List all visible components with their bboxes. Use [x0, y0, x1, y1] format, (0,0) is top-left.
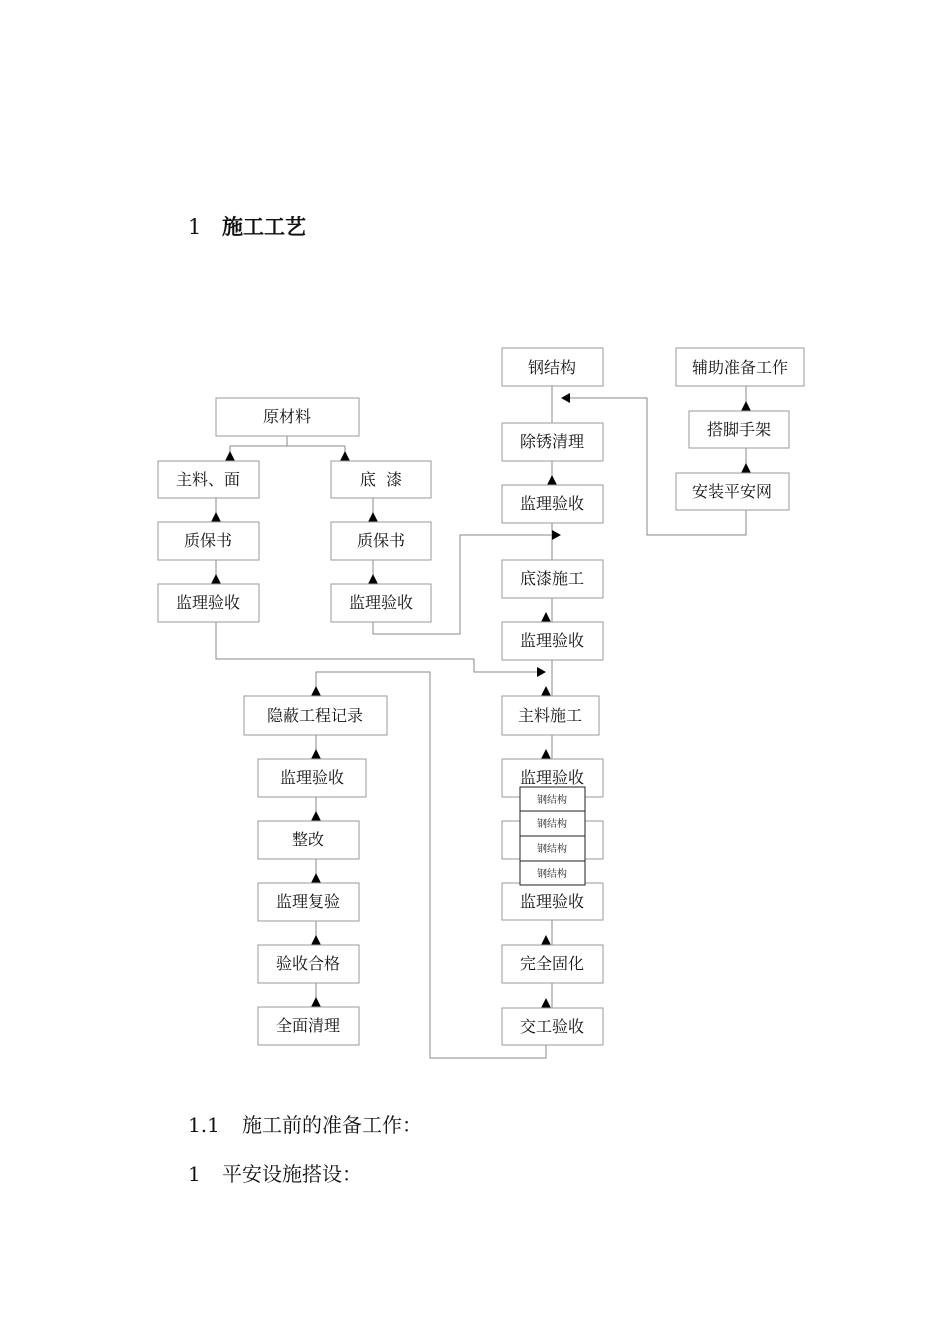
node-label: 质保书: [183, 531, 233, 550]
node-label: 监理验收: [519, 494, 585, 513]
node-rectify: [258, 821, 359, 859]
heading-number: 1: [188, 215, 202, 239]
item-title: 平安设施搭设：: [222, 1162, 362, 1186]
node-label: 监理复验: [275, 892, 341, 911]
node-label: 搭脚手架: [706, 420, 772, 439]
node-main-work: [502, 696, 599, 735]
subsection-number: 1.1: [188, 1113, 220, 1137]
node-cure: [502, 945, 603, 983]
node-primer-work: [502, 560, 603, 598]
overlay-label: 钢结构: [537, 795, 567, 806]
node-label: 交工验收: [519, 1017, 585, 1036]
node-label: 完全固化: [519, 954, 585, 973]
node-label: 底漆施工: [519, 569, 585, 588]
heading-title: 施工工艺: [222, 214, 306, 239]
item-heading: [188, 1158, 362, 1187]
node-inspect-main: [158, 584, 259, 622]
node-handover: [502, 1008, 603, 1045]
subsection-heading: [188, 1109, 422, 1138]
node-recheck: [258, 883, 359, 921]
node-label: 监理验收: [348, 593, 414, 612]
node-label: 主料、面: [175, 470, 241, 489]
node-inspect-primer-work: [502, 622, 603, 660]
node-primer: [331, 461, 431, 498]
node-label: 监理验收: [175, 593, 241, 612]
overlay-label: 钢结构: [537, 844, 567, 855]
node-label: 监理验收: [519, 631, 585, 650]
node-inspect-hidden: [258, 759, 366, 797]
node-rust-removal: [502, 423, 603, 461]
node-label: 钢结构: [527, 358, 577, 377]
node-raw-material: [216, 398, 359, 436]
node-label: 底 漆: [359, 470, 403, 489]
node-label: 质保书: [356, 531, 406, 550]
subsection-title: 施工前的准备工作：: [242, 1113, 422, 1137]
node-install-net: [676, 473, 789, 510]
node-qa-cert-2: [331, 522, 431, 560]
overlay-label: 钢结构: [537, 819, 567, 830]
node-hidden-record: [244, 696, 387, 735]
node-cleanup: [258, 1007, 359, 1045]
node-qa-cert-1: [158, 522, 259, 560]
overlay-label: 钢结构: [537, 869, 567, 880]
node-inspect-primer: [331, 584, 431, 622]
node-pass: [258, 945, 359, 983]
node-label: 监理验收: [519, 892, 585, 911]
node-label: 除锈清理: [519, 432, 585, 451]
item-number: 1: [188, 1162, 201, 1186]
node-label: 辅助准备工作: [691, 358, 789, 377]
node-scaffold: [689, 411, 789, 448]
node-label: 整改: [291, 830, 325, 849]
node-inspect-rust: [502, 485, 603, 523]
node-label: 验收合格: [275, 954, 341, 973]
node-label: 监理验收: [279, 768, 345, 787]
node-main-face: [158, 461, 259, 498]
node-inspect-final: [502, 883, 603, 920]
overlay-label-stack: [520, 787, 585, 885]
node-label: 主料施工: [517, 706, 583, 725]
node-steel-structure: [502, 348, 603, 386]
node-aux-prep: [676, 348, 804, 386]
node-label: 监理验收: [519, 768, 585, 787]
node-label: 原材料: [262, 407, 312, 426]
node-label: 隐蔽工程记录: [266, 706, 364, 725]
node-label: 安装平安网: [691, 482, 773, 501]
node-label: 全面清理: [275, 1016, 341, 1035]
